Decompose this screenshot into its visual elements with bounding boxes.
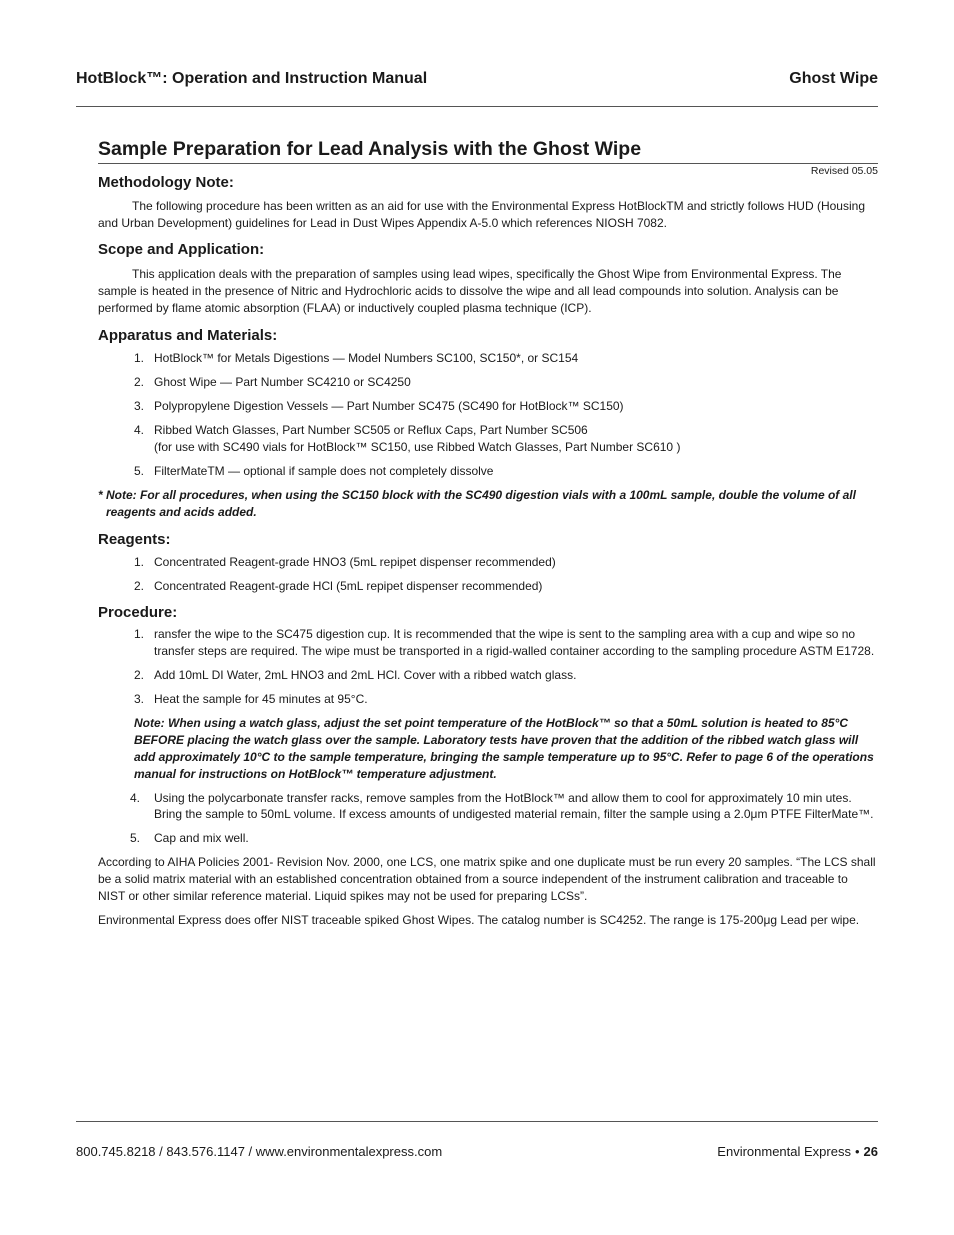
header-manual-title [76, 70, 427, 88]
list-item: 2. Concentrated Reagent-grade HCl (5mL repipet dispenser recommended) [134, 578, 543, 593]
apparatus-heading: Apparatus and Materials: [98, 327, 278, 344]
reagents-heading: Reagents: [98, 530, 171, 548]
header-brand: HotBlock™: [76, 70, 168, 87]
list-item: 4. Using the polycarbonate transfer racks, remove samples from the HotBlock™ and allow them to cool for approximately 10 min utes. Bring the sample to 50mL volume. If excess amounts of undigested material remain, filter the sample using a 2.0μm PTFE FilterMate™. [130, 790, 874, 821]
header-title-text: Operation and Instruction Manual [172, 70, 428, 87]
closing-paragraph-aiha: According to AIHA Policies 2001- Revision Nov. 2000, one LCS, one matrix spike and one duplicate must be run every 20 samples. “The LCS shall be a solid matrix material with an established concentration obtained from a source independent of the instrument calibration and traceable to NIST or other similar reference material. Liquid spikes may not be used for preparing LCSs”. [98, 855, 876, 903]
list-item: 4. Ribbed Watch Glasses, Part Number SC505 or Reflux Caps, Part Number SC506 (for use with SC490 vials for HotBlock™ SC150, use Ribbed Watch Glasses, Part Number SC610 ) [134, 423, 681, 454]
page-header [76, 70, 878, 107]
footer-company: Environmental Express [717, 1144, 851, 1159]
list-item: 3. Polypropylene Digestion Vessels — Part Number SC475 (SC490 for HotBlock™ SC150) [134, 399, 624, 413]
apparatus-list [0, 350, 878, 479]
scope-text: This application deals with the preparation of samples using lead wipes, specifically the Ghost Wipe from Environmental Express. The sample is heated in the presence of Nitric and Hydrochloric acids to dissolve the wipe and all lead compounds into solution. Analysis can be performed by flame atomic absorption (FLAA) or inductively coupled plasma technique (ICP). [98, 267, 842, 315]
list-item: 5. FilterMateTM — optional if sample does not completely dissolve [134, 463, 494, 478]
document-title: Sample Preparation for Lead Analysis with the Ghost Wipe [98, 138, 878, 164]
apparatus-note: * Note: For all procedures, when using the SC150 block with the SC490 digestion vials with a 100mL sample, double the volume of all reagents and acids added. [98, 487, 856, 519]
list-item: 1. HotBlock™ for Metals Digestions — Model Numbers SC100, SC150*, or SC154 [134, 351, 579, 365]
procedure-list-continued [0, 790, 878, 847]
list-item: 5. Cap and mix well. [130, 831, 249, 845]
procedure-heading: Procedure: [98, 604, 178, 621]
reagents-list [0, 554, 878, 595]
closing-paragraph-nist: Environmental Express does offer NIST traceable spiked Ghost Wipes. The catalog number is SC4252. The range is 175-200μg Lead per wipe. [98, 913, 860, 927]
procedure-note: Note: When using a watch glass, adjust the set point temperature of the HotBlock™ so that a 50mL solution is heated to 85°C BEFORE placing the watch glass over the sample. Laboratory tests have proven that the addition of the ribbed watch glass will add approximately 10°C to the sample temperature, bringing the sample temperature up to 95°C. Refer to page 6 of the operations manual for instructions on HotBlock™ temperature adjustment. [134, 715, 874, 781]
footer-page-info [717, 1144, 878, 1159]
list-item: 1. ransfer the wipe to the SC475 digestion cup. It is recommended that the wipe is sent to the sampling area with a cup and wipe so no transfer steps are required. The wipe must be transported in a rigid-walled container according to the sampling procedure ASTM E1728. [134, 627, 875, 658]
list-item: 1. Concentrated Reagent-grade HNO3 (5mL repipet dispenser recommended) [134, 554, 556, 569]
page-footer [76, 1121, 878, 1159]
revised-date: Revised 05.05 [810, 165, 878, 177]
footer-contact: 800.745.8218 / 843.576.1147 / www.environmentalexpress.com [76, 1144, 443, 1159]
document-body [98, 138, 878, 929]
list-item: 2. Ghost Wipe — Part Number SC4210 or SC4250 [134, 375, 411, 389]
methodology-text: The following procedure has been written as an aid for use with the Environmental Express HotBlockTM and strictly follows HUD (Housing and Urban Development) guidelines for Lead in Dust Wipes Appendix A-5.0 which references NIOSH 7082. [98, 199, 865, 230]
list-item: 2. Add 10mL DI Water, 2mL HNO3 and 2mL HCl. Cover with a ribbed watch glass. [134, 667, 577, 682]
footer-separator: • [854, 1144, 860, 1159]
procedure-list [0, 626, 878, 707]
list-item: 3. Heat the sample for 45 minutes at 95°C. [134, 691, 368, 706]
methodology-heading: Methodology Note: [98, 174, 234, 191]
page-number: 26 [863, 1144, 878, 1159]
header-section: Ghost Wipe [789, 70, 878, 87]
scope-heading: Scope and Application: [98, 241, 265, 258]
